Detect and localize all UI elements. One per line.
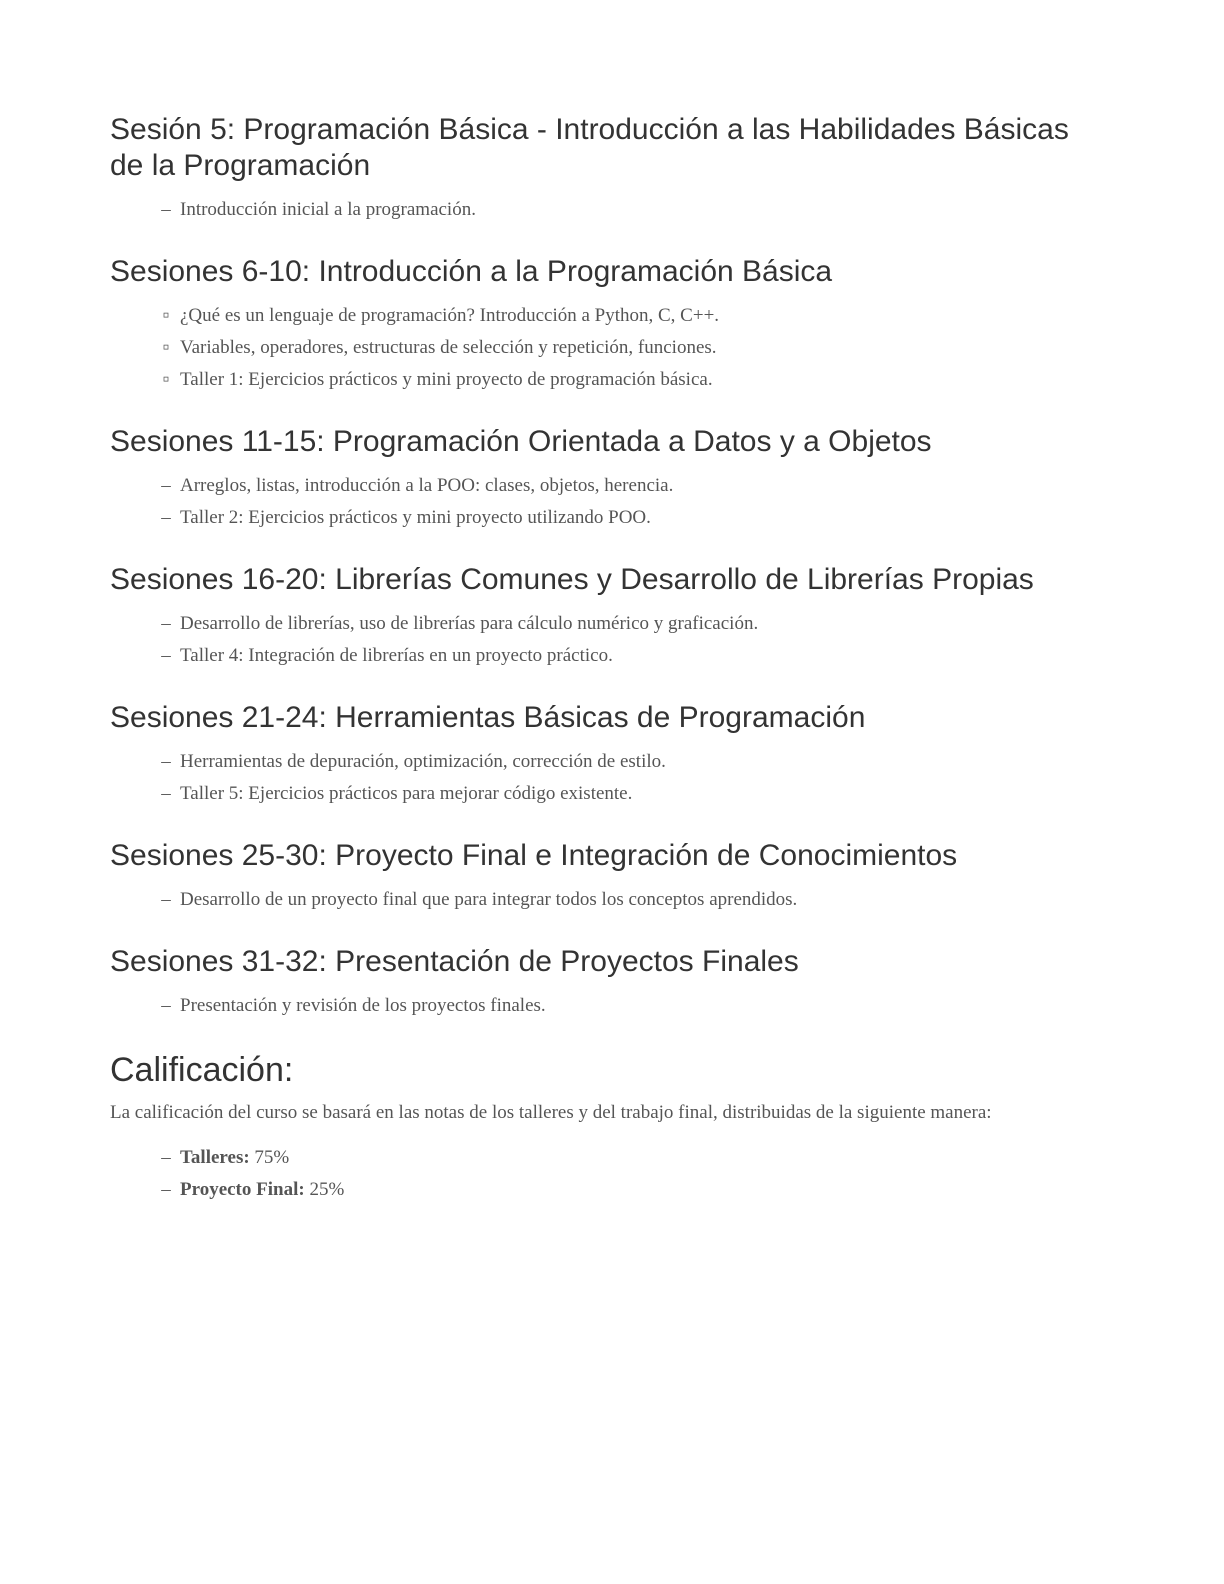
session-heading: Sesiones 21-24: Herramientas Básicas de Programación [110,701,866,734]
dash-bullet-icon: – [161,645,171,666]
list-item-text: Variables, operadores, estructuras de selección y repetición, funciones. [180,337,717,358]
grading-label: Proyecto Final: [180,1179,305,1200]
grading-list [110,1142,1110,1206]
list-item [158,778,1110,810]
dash-bullet-icon: – [161,889,171,910]
session-block [110,838,1110,916]
session-heading: Sesiones 31-32: Presentación de Proyectos Finales [110,945,799,978]
list-item-text: Taller 1: Ejercicios prácticos y mini proyecto de programación básica. [180,369,713,390]
grading-item-final-project [158,1174,1110,1206]
dash-bullet-icon: – [161,613,171,634]
session-topics-list [110,990,1110,1022]
list-item-text: Taller 2: Ejercicios prácticos y mini proyecto utilizando POO. [180,507,651,528]
grading-value: 25% [309,1179,345,1200]
grading-value: 75% [254,1147,290,1168]
list-item [158,990,1110,1022]
session-heading: Sesiones 6-10: Introducción a la Programación Básica [110,255,833,288]
session-topics-list [110,194,1110,226]
list-item-text: Herramientas de depuración, optimización, corrección de estilo. [180,751,666,772]
session-heading: Sesiones 16-20: Librerías Comunes y Desarrollo de Librerías Propias [110,563,1034,596]
list-item [158,608,1110,640]
session-topics-list [110,884,1110,916]
list-item-text: Arreglos, listas, introducción a la POO: clases, objetos, herencia. [180,475,674,496]
list-item [158,640,1110,672]
session-block [110,424,1110,534]
grading-title: Calificación: [110,1051,294,1089]
list-item [158,502,1110,534]
list-item-text: Introducción inicial a la programación. [180,199,476,220]
session-topics-list [110,470,1110,534]
dash-bullet-icon: – [161,475,171,496]
grading-description: La calificación del curso se basará en las notas de los talleres y del trabajo final, distribuidas de la siguiente manera: [110,1102,992,1123]
list-item-text: Desarrollo de un proyecto final que para integrar todos los conceptos aprendidos. [180,889,798,910]
session-heading: Sesiones 11-15: Programación Orientada a Datos y a Objetos [110,425,932,458]
session-block [110,562,1110,672]
document-page [110,112,1110,1206]
dash-bullet-icon: – [161,995,171,1016]
session-topics-list [110,608,1110,672]
list-item-text: Desarrollo de librerías, uso de librerías para cálculo numérico y graficación. [180,613,759,634]
session-block [110,112,1110,226]
dash-bullet-icon: – [161,1179,171,1200]
dash-bullet-icon: – [161,751,171,772]
list-item [158,300,1110,332]
session-block [110,700,1110,810]
dash-bullet-icon: – [161,783,171,804]
session-heading: Sesión 5: Programación Básica - Introducción a las Habilidades Básicas de la Programación [110,113,1069,182]
list-item-text: Presentación y revisión de los proyectos finales. [180,995,546,1016]
square-bullet-icon: ▫ [162,305,170,326]
grading-label: Talleres: [180,1147,250,1168]
session-heading: Sesiones 25-30: Proyecto Final e Integración de Conocimientos [110,839,958,872]
list-item-text: ¿Qué es un lenguaje de programación? Introducción a Python, C, C++. [180,305,720,326]
list-item [158,364,1110,396]
session-block [110,944,1110,1022]
list-item [158,746,1110,778]
list-item [158,884,1110,916]
square-bullet-icon: ▫ [162,369,170,390]
session-topics-list [110,746,1110,810]
dash-bullet-icon: – [161,1147,171,1168]
sessions-list [110,112,1110,1022]
list-item-text: Taller 5: Ejercicios prácticos para mejorar código existente. [180,783,633,804]
session-topics-list [110,300,1110,396]
list-item [158,470,1110,502]
list-item-text: Taller 4: Integración de librerías en un proyecto práctico. [180,645,613,666]
square-bullet-icon: ▫ [162,337,170,358]
grading-section [110,1050,1110,1206]
list-item [158,332,1110,364]
grading-item-workshops [158,1142,1110,1174]
dash-bullet-icon: – [161,199,171,220]
session-block [110,254,1110,396]
list-item [158,194,1110,226]
dash-bullet-icon: – [161,507,171,528]
